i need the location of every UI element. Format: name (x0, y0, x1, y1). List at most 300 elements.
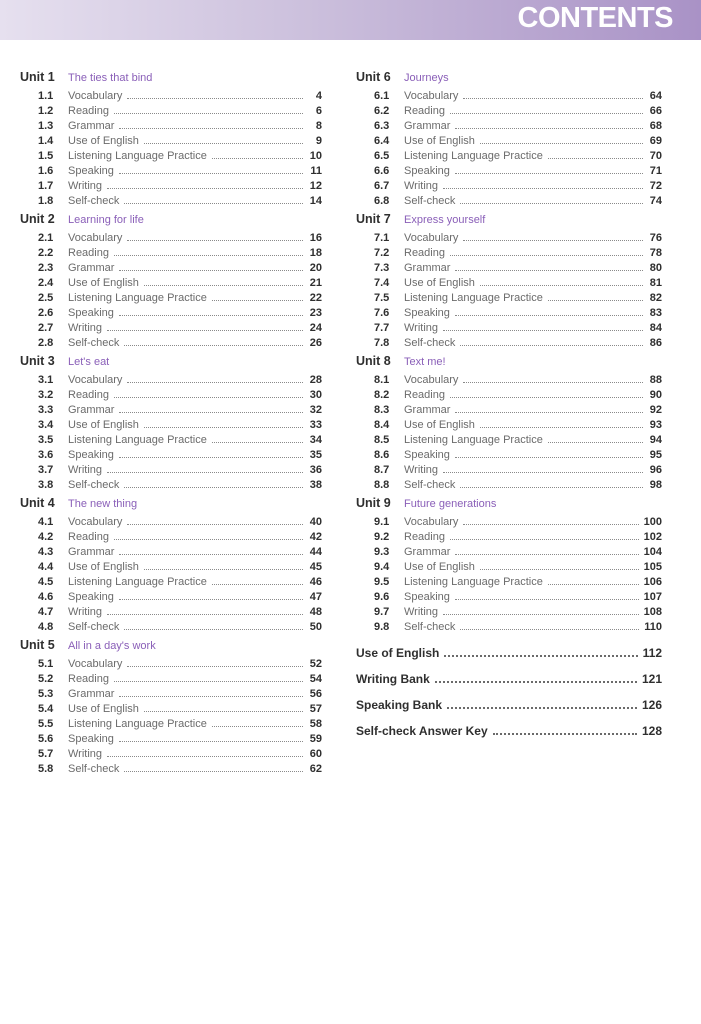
extra-section-row[interactable] (356, 698, 662, 724)
lesson-row[interactable] (20, 195, 322, 210)
lesson-title: Use of English (404, 419, 475, 431)
lesson-number: 8.3 (374, 404, 390, 416)
dot-leader (548, 300, 643, 301)
page-number: 78 (649, 247, 662, 259)
lesson-row[interactable] (356, 621, 662, 636)
page-number: 50 (309, 621, 322, 633)
extra-section-title: Speaking Bank (356, 698, 443, 712)
dot-leader (450, 397, 643, 398)
lesson-row[interactable] (356, 374, 662, 389)
dot-leader (144, 569, 303, 570)
lesson-title: Writing (404, 606, 439, 618)
page-number: 106 (643, 576, 662, 588)
dot-leader (460, 629, 639, 630)
page-number: 62 (309, 763, 322, 775)
extra-section-row[interactable] (356, 672, 662, 698)
lesson-row[interactable] (20, 165, 322, 180)
lesson-row[interactable] (20, 576, 322, 591)
lesson-title: Reading (404, 531, 445, 543)
lesson-number: 1.8 (38, 195, 54, 207)
lesson-number: 9.2 (374, 531, 390, 543)
lesson-row[interactable] (20, 90, 322, 105)
lesson-number: 6.8 (374, 195, 390, 207)
lesson-title: Grammar (404, 404, 451, 416)
lesson-title: Grammar (68, 404, 115, 416)
lesson-title: Speaking (68, 733, 114, 745)
lesson-row[interactable] (20, 150, 322, 165)
unit-heading (20, 496, 322, 516)
page-number: 58 (309, 718, 322, 730)
lesson-row[interactable] (20, 120, 322, 135)
dot-leader (463, 240, 643, 241)
dot-leader (119, 412, 303, 413)
page-number: 56 (309, 688, 322, 700)
lesson-row[interactable] (20, 434, 322, 449)
lesson-number: 9.7 (374, 606, 390, 618)
lesson-row[interactable] (20, 763, 322, 778)
page-number: 57 (309, 703, 322, 715)
lesson-number: 4.3 (38, 546, 54, 558)
lesson-title: Use of English (404, 135, 475, 147)
lesson-title: Listening Language Practice (404, 292, 543, 304)
page-number: 88 (649, 374, 662, 386)
unit-section (20, 212, 322, 352)
dot-leader (450, 113, 643, 114)
lesson-number: 4.6 (38, 591, 54, 603)
lesson-number: 9.3 (374, 546, 390, 558)
dot-leader (119, 696, 303, 697)
extra-section-title: Self-check Answer Key (356, 724, 488, 738)
lesson-row[interactable] (356, 337, 662, 352)
lesson-row[interactable] (356, 180, 662, 195)
dot-leader (127, 524, 303, 525)
unit-number: Unit 2 (20, 212, 55, 226)
dot-leader (463, 524, 638, 525)
unit-heading (356, 212, 662, 232)
lesson-number: 2.1 (38, 232, 54, 244)
lesson-row[interactable] (20, 561, 322, 576)
unit-title: Journeys (404, 72, 449, 84)
page-number: 20 (309, 262, 322, 274)
dot-leader (119, 457, 303, 458)
lesson-row[interactable] (20, 733, 322, 748)
lesson-row[interactable] (356, 307, 662, 322)
page-number: 93 (649, 419, 662, 431)
lesson-title: Listening Language Practice (68, 576, 207, 588)
lesson-title: Listening Language Practice (68, 292, 207, 304)
lesson-row[interactable] (356, 479, 662, 494)
lesson-row[interactable] (20, 688, 322, 703)
page-number: 26 (309, 337, 322, 349)
lesson-title: Speaking (68, 591, 114, 603)
dot-leader (127, 98, 303, 99)
dot-leader (124, 203, 303, 204)
lesson-row[interactable] (356, 449, 662, 464)
unit-heading (356, 354, 662, 374)
contents-header-band (0, 0, 701, 40)
lesson-number: 8.1 (374, 374, 390, 386)
lesson-row[interactable] (20, 718, 322, 733)
lesson-row[interactable] (356, 150, 662, 165)
lesson-row[interactable] (20, 673, 322, 688)
lesson-row[interactable] (356, 531, 662, 546)
lesson-row[interactable] (356, 591, 662, 606)
lesson-row[interactable] (356, 165, 662, 180)
lesson-row[interactable] (20, 374, 322, 389)
lesson-number: 3.3 (38, 404, 54, 416)
lesson-row[interactable] (356, 389, 662, 404)
page-number: 40 (309, 516, 322, 528)
lesson-row[interactable] (356, 292, 662, 307)
dot-leader (480, 143, 643, 144)
dot-leader (443, 614, 639, 615)
dot-leader (455, 128, 643, 129)
dot-leader (144, 711, 303, 712)
page-number: 12 (309, 180, 322, 192)
unit-heading (20, 212, 322, 232)
lesson-number: 2.4 (38, 277, 54, 289)
unit-title: Express yourself (404, 214, 486, 226)
dot-leader (119, 554, 303, 555)
dot-leader (455, 315, 643, 316)
unit-number: Unit 6 (356, 70, 391, 84)
lesson-number: 4.8 (38, 621, 54, 633)
lesson-title: Grammar (68, 262, 115, 274)
page-number: 33 (309, 419, 322, 431)
page-number: 28 (309, 374, 322, 386)
lesson-row[interactable] (20, 606, 322, 621)
dot-leader (455, 554, 638, 555)
lesson-title: Use of English (68, 135, 139, 147)
lesson-title: Reading (404, 389, 445, 401)
lesson-title: Self-check (68, 479, 120, 491)
dot-leader (463, 382, 643, 383)
lesson-number: 7.1 (374, 232, 390, 244)
lesson-row[interactable] (356, 576, 662, 591)
dot-leader (212, 442, 303, 443)
unit-title: The ties that bind (68, 72, 153, 84)
lesson-row[interactable] (356, 232, 662, 247)
extra-section-title: Use of English (356, 646, 440, 660)
lesson-row[interactable] (20, 262, 322, 277)
unit-number: Unit 1 (20, 70, 55, 84)
lesson-title: Grammar (68, 688, 115, 700)
lesson-title: Writing (68, 748, 103, 760)
lesson-number: 3.8 (38, 479, 54, 491)
dot-leader (460, 345, 643, 346)
dot-leader (127, 240, 303, 241)
extra-section-row[interactable] (356, 646, 662, 672)
lesson-number: 9.4 (374, 561, 390, 573)
page-number: 80 (649, 262, 662, 274)
dot-leader (443, 330, 643, 331)
lesson-title: Writing (404, 180, 439, 192)
lesson-row[interactable] (20, 419, 322, 434)
dot-leader (144, 427, 303, 428)
lesson-number: 6.2 (374, 105, 390, 117)
lesson-row[interactable] (356, 419, 662, 434)
lesson-title: Writing (68, 606, 103, 618)
unit-heading (20, 638, 322, 658)
lesson-title: Speaking (404, 449, 450, 461)
page-number: 105 (643, 561, 662, 573)
page-number: 86 (649, 337, 662, 349)
lesson-row[interactable] (20, 232, 322, 247)
lesson-number: 1.2 (38, 105, 54, 117)
page-number: 128 (641, 724, 662, 738)
lesson-number: 1.7 (38, 180, 54, 192)
page-number: 64 (649, 90, 662, 102)
unit-title: Learning for life (68, 214, 144, 226)
page-number: 126 (641, 698, 662, 712)
lesson-row[interactable] (356, 606, 662, 621)
dot-leader (443, 188, 643, 189)
dot-leader (212, 158, 303, 159)
dot-leader (444, 655, 637, 657)
unit-section (356, 354, 662, 494)
dot-leader (455, 599, 639, 600)
lesson-number: 2.8 (38, 337, 54, 349)
lesson-row[interactable] (356, 90, 662, 105)
lesson-title: Vocabulary (68, 374, 123, 386)
dot-leader (212, 584, 303, 585)
unit-number: Unit 8 (356, 354, 391, 368)
lesson-number: 9.6 (374, 591, 390, 603)
page-number: 4 (315, 90, 322, 102)
lesson-number: 3.5 (38, 434, 54, 446)
dot-leader (455, 270, 643, 271)
lesson-title: Vocabulary (68, 658, 123, 670)
dot-leader (460, 203, 643, 204)
page-number: 94 (649, 434, 662, 446)
lesson-row[interactable] (20, 180, 322, 195)
lesson-row[interactable] (356, 322, 662, 337)
lesson-row[interactable] (356, 195, 662, 210)
lesson-row[interactable] (356, 516, 662, 531)
lesson-number: 8.4 (374, 419, 390, 431)
lesson-number: 9.8 (374, 621, 390, 633)
lesson-title: Grammar (404, 262, 451, 274)
page-number: 11 (310, 165, 322, 177)
page-title: CONTENTS (517, 2, 673, 34)
page-number: 30 (309, 389, 322, 401)
page-number: 66 (649, 105, 662, 117)
page-number: 14 (309, 195, 322, 207)
lesson-title: Self-check (404, 337, 456, 349)
dot-leader (124, 771, 303, 772)
dot-leader (124, 629, 303, 630)
lesson-number: 3.2 (38, 389, 54, 401)
page-number: 96 (649, 464, 662, 476)
page-number: 54 (309, 673, 322, 685)
dot-leader (480, 427, 643, 428)
lesson-title: Speaking (68, 449, 114, 461)
page-number: 21 (309, 277, 322, 289)
lesson-number: 8.2 (374, 389, 390, 401)
lesson-title: Self-check (68, 337, 120, 349)
lesson-row[interactable] (20, 322, 322, 337)
lesson-number: 5.5 (38, 718, 54, 730)
lesson-row[interactable] (356, 546, 662, 561)
dot-leader (107, 330, 303, 331)
page-number: 22 (309, 292, 322, 304)
page-number: 121 (641, 672, 662, 686)
dot-leader (107, 614, 303, 615)
unit-section (20, 70, 322, 210)
dot-leader (114, 255, 303, 256)
lesson-title: Vocabulary (68, 232, 123, 244)
page-number: 6 (315, 105, 322, 117)
page-number: 35 (309, 449, 322, 461)
page-number: 59 (309, 733, 322, 745)
page-number: 68 (649, 120, 662, 132)
lesson-title: Self-check (404, 479, 456, 491)
lesson-row[interactable] (356, 247, 662, 262)
dot-leader (144, 143, 303, 144)
lesson-title: Writing (404, 322, 439, 334)
page-number: 23 (309, 307, 322, 319)
lesson-number: 1.1 (38, 90, 54, 102)
page-number: 46 (309, 576, 322, 588)
lesson-row[interactable] (20, 703, 322, 718)
unit-heading (20, 70, 322, 90)
lesson-number: 3.6 (38, 449, 54, 461)
lesson-row[interactable] (20, 479, 322, 494)
lesson-number: 6.3 (374, 120, 390, 132)
dot-leader (443, 472, 643, 473)
lesson-row[interactable] (356, 120, 662, 135)
dot-leader (107, 472, 303, 473)
unit-number: Unit 4 (20, 496, 55, 510)
dot-leader (124, 345, 303, 346)
dot-leader (124, 487, 303, 488)
page-number: 9 (315, 135, 322, 147)
lesson-title: Speaking (68, 307, 114, 319)
dot-leader (212, 726, 303, 727)
lesson-number: 4.7 (38, 606, 54, 618)
lesson-row[interactable] (20, 449, 322, 464)
lesson-number: 4.1 (38, 516, 54, 528)
lesson-row[interactable] (20, 591, 322, 606)
unit-title: Future generations (404, 498, 497, 510)
lesson-row[interactable] (356, 262, 662, 277)
lesson-number: 7.8 (374, 337, 390, 349)
lesson-row[interactable] (356, 464, 662, 479)
lesson-number: 5.1 (38, 658, 54, 670)
lesson-row[interactable] (356, 135, 662, 150)
page-number: 18 (309, 247, 322, 259)
dot-leader (114, 113, 303, 114)
lesson-number: 7.4 (374, 277, 390, 289)
dot-leader (114, 681, 303, 682)
page-number: 38 (309, 479, 322, 491)
dot-leader (127, 382, 303, 383)
page-number: 83 (649, 307, 662, 319)
lesson-row[interactable] (20, 464, 322, 479)
lesson-title: Use of English (68, 703, 139, 715)
lesson-title: Vocabulary (404, 232, 459, 244)
dot-leader (548, 442, 643, 443)
lesson-title: Vocabulary (404, 374, 459, 386)
lesson-row[interactable] (356, 561, 662, 576)
lesson-row[interactable] (356, 277, 662, 292)
page-number: 72 (649, 180, 662, 192)
unit-number: Unit 3 (20, 354, 55, 368)
lesson-title: Self-check (404, 195, 456, 207)
lesson-title: Listening Language Practice (68, 434, 207, 446)
lesson-title: Writing (68, 464, 103, 476)
lesson-number: 1.3 (38, 120, 54, 132)
unit-number: Unit 9 (356, 496, 391, 510)
lesson-title: Reading (68, 673, 109, 685)
page-number: 107 (643, 591, 662, 603)
lesson-row[interactable] (20, 546, 322, 561)
lesson-row[interactable] (20, 621, 322, 636)
page-number: 110 (644, 621, 662, 633)
dot-leader (119, 173, 303, 174)
lesson-number: 7.5 (374, 292, 390, 304)
lesson-row[interactable] (20, 247, 322, 262)
dot-leader (119, 128, 303, 129)
lesson-row[interactable] (20, 135, 322, 150)
page-number: 74 (649, 195, 662, 207)
lesson-row[interactable] (20, 277, 322, 292)
lesson-title: Listening Language Practice (404, 576, 543, 588)
lesson-title: Grammar (404, 120, 451, 132)
lesson-row[interactable] (20, 105, 322, 120)
lesson-row[interactable] (20, 337, 322, 352)
lesson-number: 8.7 (374, 464, 390, 476)
dot-leader (548, 158, 643, 159)
lesson-title: Reading (68, 531, 109, 543)
extra-sections-list (356, 646, 662, 750)
unit-title: All in a day's work (68, 640, 156, 652)
lesson-title: Reading (68, 105, 109, 117)
dot-leader (435, 681, 637, 683)
lesson-row[interactable] (20, 307, 322, 322)
unit-section (356, 212, 662, 352)
lesson-title: Grammar (68, 546, 115, 558)
dot-leader (480, 569, 639, 570)
lesson-row[interactable] (20, 404, 322, 419)
page-number: 52 (309, 658, 322, 670)
page-number: 70 (649, 150, 662, 162)
lesson-number: 8.5 (374, 434, 390, 446)
lesson-row[interactable] (356, 404, 662, 419)
lesson-row[interactable] (356, 434, 662, 449)
lesson-number: 6.5 (374, 150, 390, 162)
lesson-title: Use of English (68, 419, 139, 431)
lesson-row[interactable] (20, 292, 322, 307)
lesson-row[interactable] (20, 516, 322, 531)
contents-column-right (356, 70, 662, 750)
lesson-row[interactable] (20, 389, 322, 404)
lesson-title: Use of English (404, 561, 475, 573)
lesson-row[interactable] (20, 531, 322, 546)
lesson-row[interactable] (356, 105, 662, 120)
lesson-row[interactable] (20, 748, 322, 763)
extra-section-row[interactable] (356, 724, 662, 750)
lesson-title: Use of English (68, 561, 139, 573)
unit-section (356, 496, 662, 636)
unit-title: Let's eat (68, 356, 110, 368)
dot-leader (127, 666, 303, 667)
page-number: 112 (642, 646, 662, 660)
lesson-row[interactable] (20, 658, 322, 673)
dot-leader (107, 188, 303, 189)
lesson-number: 5.3 (38, 688, 54, 700)
lesson-number: 4.4 (38, 561, 54, 573)
